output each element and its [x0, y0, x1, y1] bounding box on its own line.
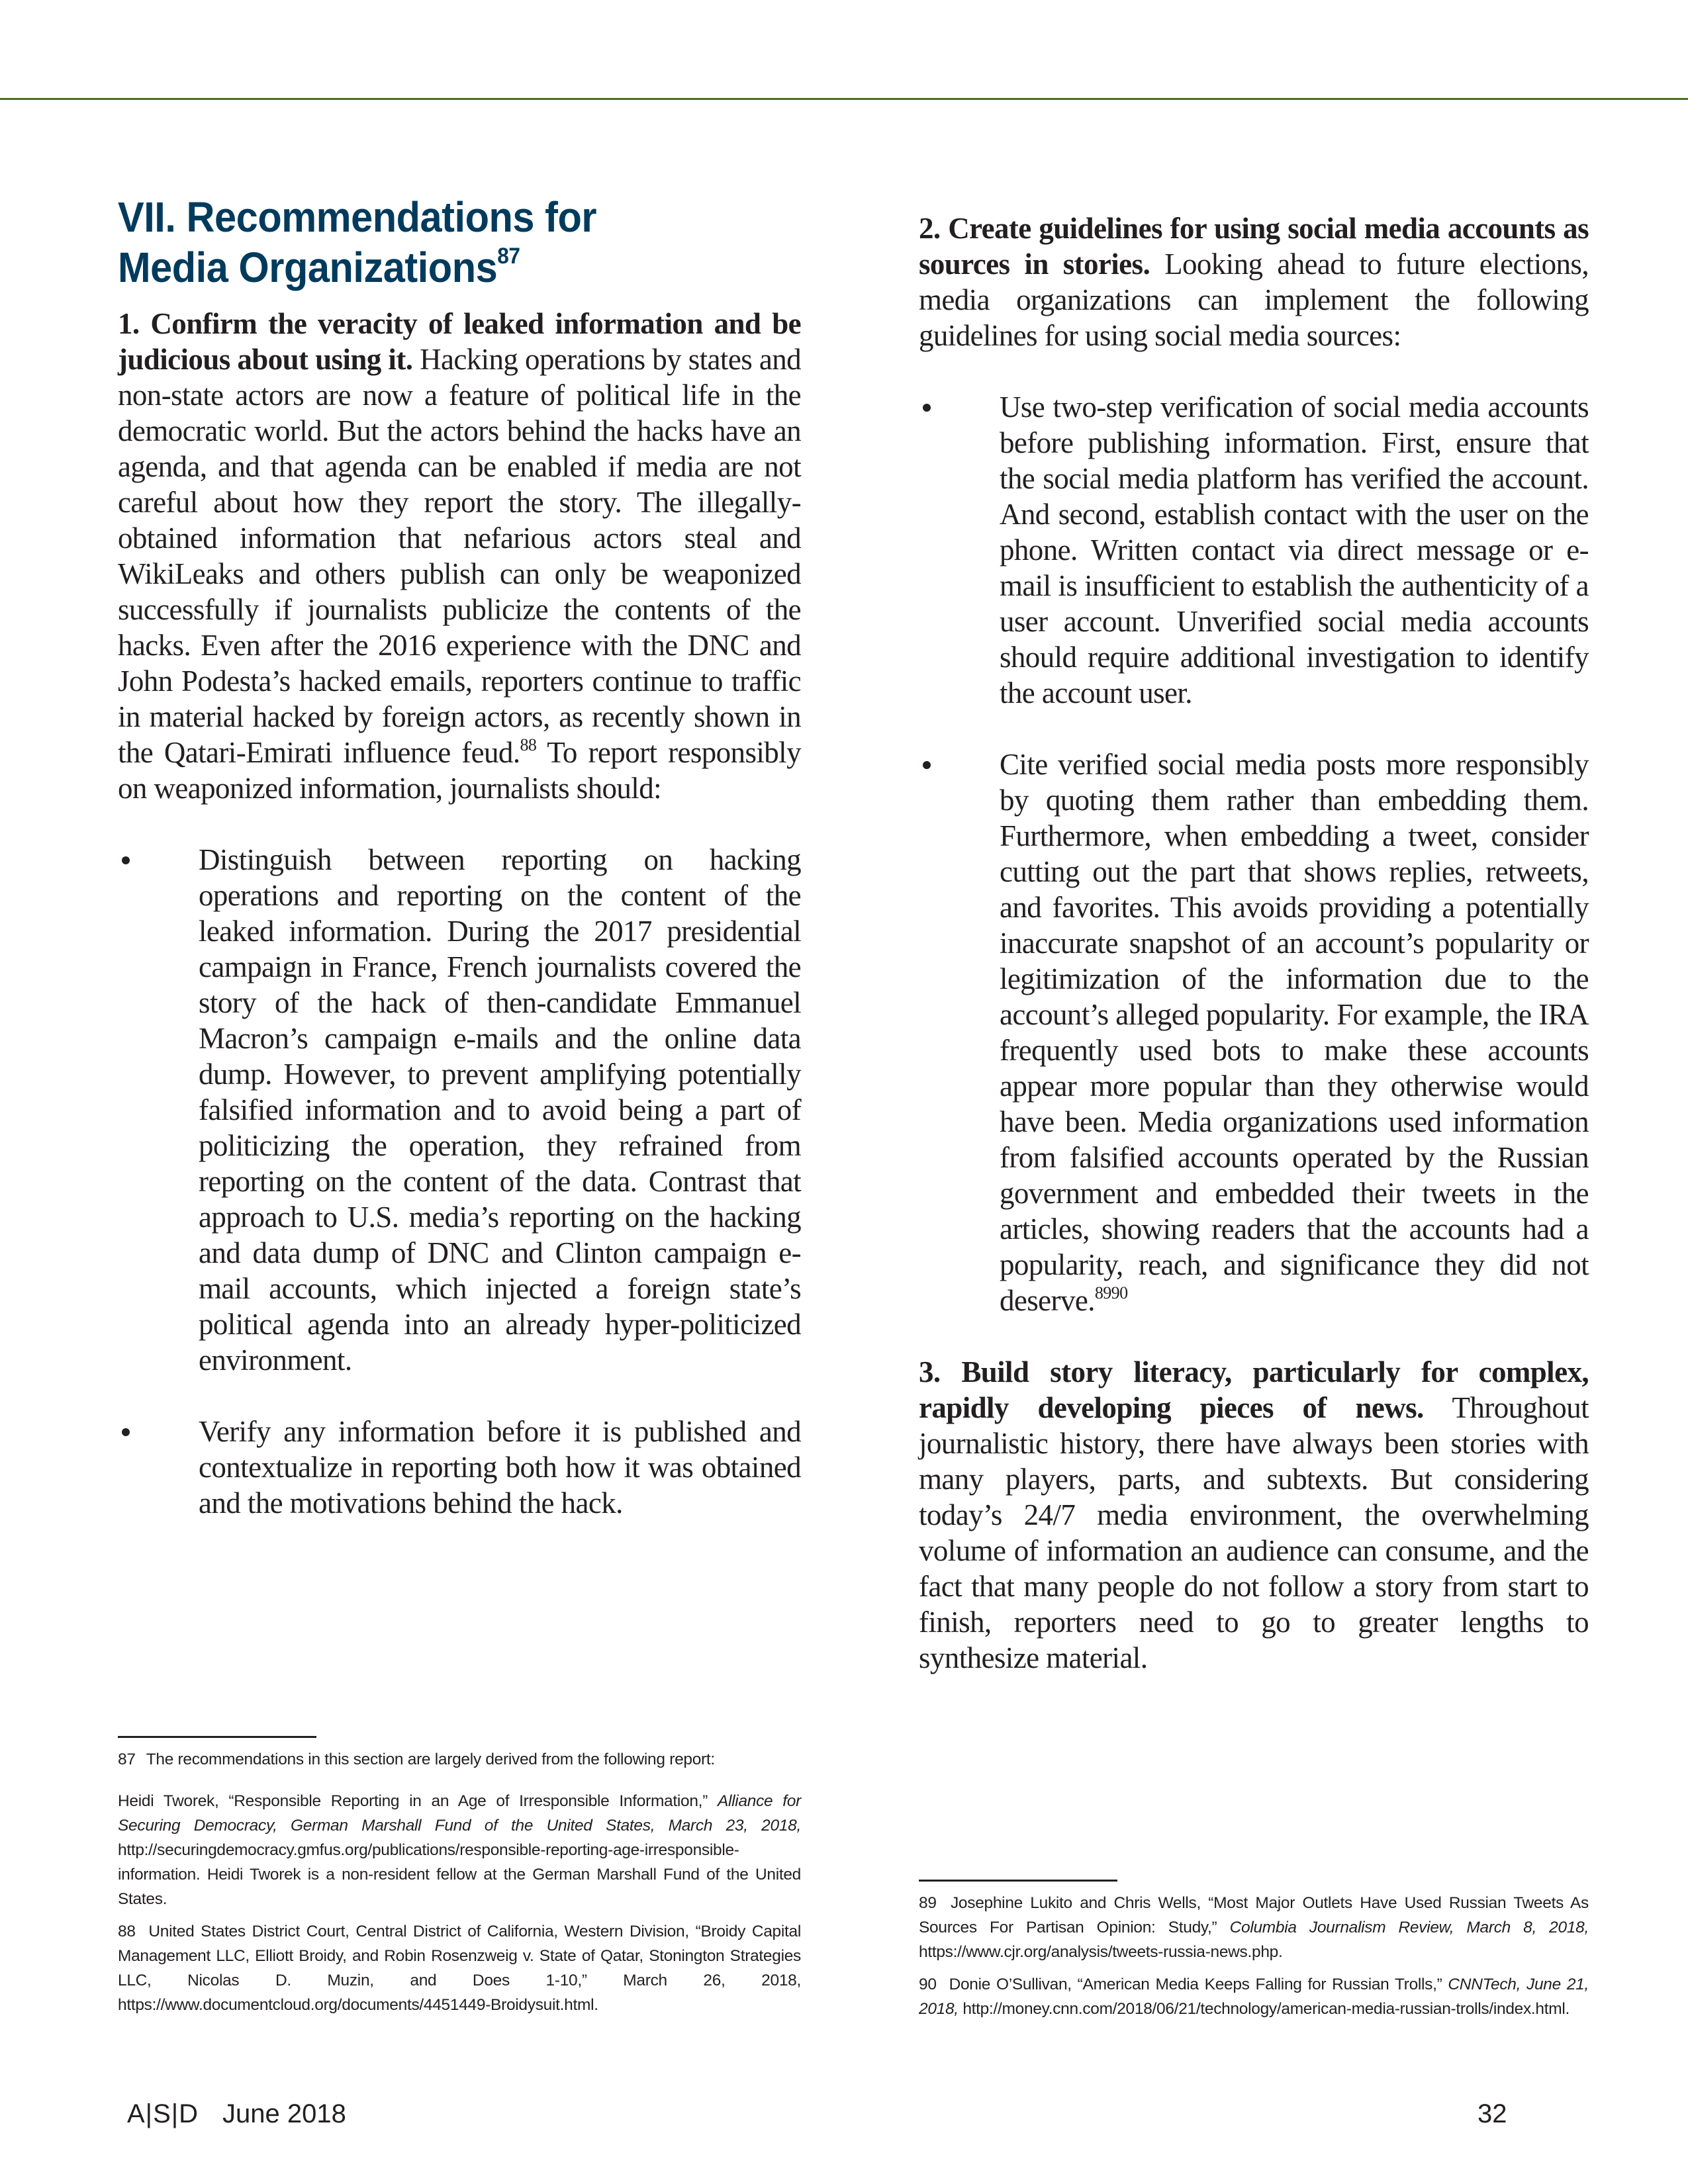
bullet-text: Use two-step verification of social media accounts before publishing information. First, ensure that the social media platform has verified the account. And second, establish contact with the user on the phone. Written contact via direct message or e-mail is insufficient to establish the authenticity of a user account. Unverified social media accounts should require additional investigation to identify the account user.: [1000, 390, 1589, 709]
recommendation-2-lead: 2. Create guidelines for using social media accounts as sources in stories.: [919, 212, 1589, 281]
bullet-icon: [122, 856, 130, 864]
bullet-item: [118, 842, 801, 1378]
recommendation-3-text: Throughout journalistic history, there have always been stories with many players, parts, and subtexts. But considering today’s 24/7 media environment, the overwhelming volume of information an audience can consume, and the fact that many people do not follow a story from start to finish, reporters need to go to greater lengths to synthesize material.: [919, 1391, 1589, 1674]
right-column: [919, 210, 1589, 1676]
footnote-text: United States District Court, Central District of California, Western Division, “Broidy Capital Management LLC, Elliott Broidy, and Robin Rosenzweig v. State of Qatar, Stonington Strategies LLC, Nicolas D. Muzin, and Does 1-10,” March 26, 2018, https://www.documentcloud.org/documents/4451449-Broidysuit.html.: [118, 1923, 801, 2014]
brand-logo: A|S|D: [127, 2099, 199, 2128]
footnote-link[interactable]: http://money.cnn.com/2018/06/21/technology/american-media-russian-trolls/index.html.: [958, 2000, 1570, 2018]
footnote-87: [118, 1747, 801, 1772]
left-column: [118, 192, 801, 1557]
recommendation-3-lead: 3. Build story literacy, particularly for complex, rapidly developing pieces of news.: [919, 1355, 1589, 1424]
footnote-rule: [118, 1736, 316, 1738]
recommendation-1-text: Hacking operations by states and non-state actors are now a feature of political life in the democratic world. But the actors behind the hacks have an agenda, and that agenda can be enabled if media are not careful about how they report the story. The illegally-obtained information that nefarious actors steal and WikiLeaks and others publish can only be weaponized successfully if journalists publicize the contents of the hacks. Even after the 2016 experience with the DNC and John Podesta’s hacked emails, reporters continue to traffic in material hacked by foreign actors, as recently shown in the Qatari-Emirati influence feud.: [118, 343, 801, 769]
recommendation-2-paragraph: [919, 210, 1589, 353]
publication-date: June 2018: [222, 2099, 346, 2128]
recommendation-1-text-end: To report responsibly on weaponized information, journalists should:: [118, 736, 801, 805]
footnote-90: [919, 1972, 1589, 2021]
footnotes-left: [118, 1736, 801, 2025]
recommendation-1-lead: 1. Confirm the veracity of leaked information and be judicious about using it.: [118, 307, 801, 376]
footnote-link[interactable]: https://www.cjr.org/analysis/tweets-russia-news.php.: [919, 1943, 1283, 1961]
bullet-text: Verify any information before it is published and contextualize in reporting both how it was obtained and the motivations behind the hack.: [199, 1415, 801, 1520]
footnote-source-italic: CNNTech, June 21, 2018,: [919, 1976, 1589, 2018]
heading-footnote-ref[interactable]: 87: [497, 244, 520, 269]
header-rule: [0, 98, 1688, 100]
bullet-text: Distinguish between reporting on hacking operations and reporting on the content of the leaked information. During the 2017 presidential campaign in France, French journalists covered the story of the hack of then-candidate Emmanuel Macron’s campaign e-mails and the online data dump. However, to prevent amplifying potentially falsified information and to avoid being a part of politicizing the operation, they refrained from reporting on the content of the data. Contrast that approach to U.S. media’s reporting on the hacking and data dump of DNC and Clinton campaign e-mail accounts, which injected a foreign state’s political agenda into an already hyper-politicized environment.: [199, 843, 801, 1377]
recommendation-2-text: Looking ahead to future elections, media organizations can implement the following guidelines for using social media sources:: [919, 248, 1589, 352]
bullet-item: [919, 747, 1589, 1318]
footnote-link[interactable]: http://securingdemocracy.gmfus.org/publications/responsible-reporting-age-irresponsible-information. Heidi Tworek is a non-resident fellow at the German Marshall Fund of the United States.: [118, 1841, 801, 1908]
footnote-source-italic: Alliance for Securing Democracy, German Marshall Fund of the United States, March 23, 2018,: [118, 1792, 801, 1835]
footnote-number: 89: [919, 1894, 937, 1912]
section-heading: [118, 192, 753, 293]
footnote-ref-89-90[interactable]: 8990: [1094, 1283, 1128, 1302]
footnote-ref-88[interactable]: 88: [520, 735, 537, 754]
bullet-icon: [923, 761, 931, 769]
heading-line-2: Media Organizations: [118, 244, 498, 291]
recommendation-2-bullets: [919, 389, 1589, 1318]
footnote-number: 90: [919, 1976, 937, 1993]
recommendation-3-paragraph: [919, 1354, 1589, 1676]
page-number: 32: [1477, 2099, 1507, 2128]
footnote-89: [919, 1891, 1589, 1964]
bullet-text: Cite verified social media posts more responsibly by quoting them rather than embedding them. Furthermore, when embedding a tweet, consider cutting out the part that shows replies, retweets, and favorites. This avoids providing a potentially inaccurate snapshot of an account’s popularity or legitimization of the information due to the account’s alleged popularity. For example, the IRA frequently used bots to make these accounts appear more popular than they otherwise would have been. Media organizations used information from falsified accounts operated by the Russian government and embedded their tweets in the articles, showing readers that the accounts had a popularity, reach, and significance they did not deserve.: [1000, 748, 1589, 1317]
footnote-rule: [919, 1880, 1117, 1882]
footnote-source-italic: Columbia Journalism Review, March 8, 2018,: [1229, 1919, 1589, 1936]
footnote-number: 87: [118, 1751, 136, 1768]
bullet-item: [118, 1414, 801, 1521]
footnote-87-citation: [118, 1789, 801, 1911]
footnote-text: Josephine Lukito and Chris Wells, “Most Major Outlets Have Used Russian Tweets As Sources For Partisan Opinion: Study,”: [919, 1894, 1589, 1936]
bullet-item: [919, 389, 1589, 711]
footnote-text: Heidi Tworek, “Responsible Reporting in an Age of Irresponsible Information,”: [118, 1792, 718, 1810]
page-footer: [127, 2099, 346, 2129]
recommendation-1-bullets: [118, 842, 801, 1521]
footnotes-right: [919, 1880, 1589, 2029]
bullet-icon: [122, 1428, 130, 1436]
footnote-text: Donie O’Sullivan, “American Media Keeps Falling for Russian Trolls,”: [949, 1976, 1448, 1993]
footnote-text: The recommendations in this section are largely derived from the following report:: [146, 1751, 715, 1768]
footnote-number: 88: [118, 1923, 136, 1940]
heading-line-1: VII. Recommendations for: [118, 193, 597, 241]
footnote-88: [118, 1919, 801, 2017]
bullet-icon: [923, 404, 931, 412]
recommendation-1-paragraph: [118, 306, 801, 806]
